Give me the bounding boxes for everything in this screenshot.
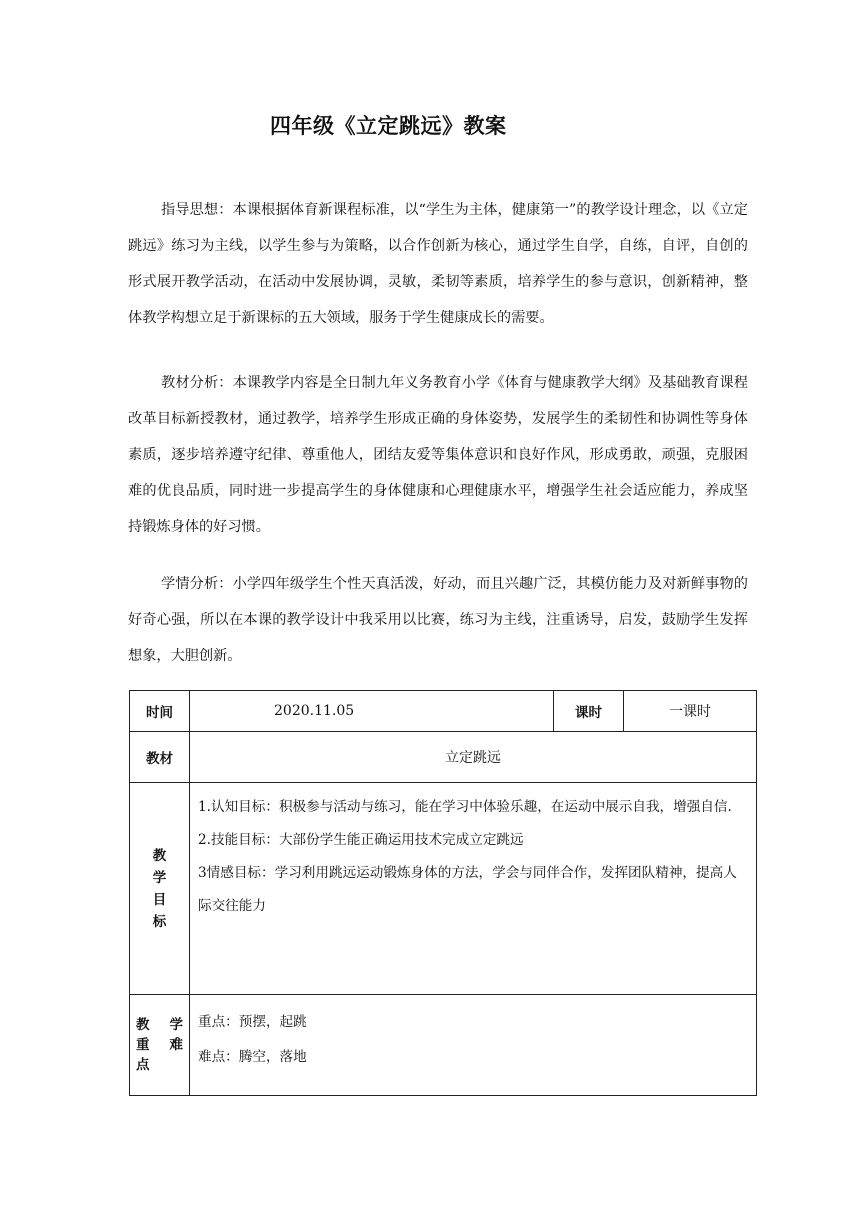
guiding-ideology-paragraph: 指导思想：本课根据体育新课程标准，以“学生为主体，健康第一”的教学设计理念，以《立定跳远》练习为主线，以学生参与为策略，以合作创新为核心，通过学生自学，自练，自评，自创的形式展开教学活动，在活动中发展协调，灵敏，柔韧等素质，培养学生的参与意识，创新精神，整体教学构想立足于新课标的五大领域，服务于学生健康成长的需要。: [128, 202, 748, 326]
lesson-plan-table: [129, 690, 757, 1096]
goals-label-char: 标: [152, 913, 167, 930]
cognitive-goal: 1.认知目标：积极参与活动与练习，能在学习中体验乐趣，在运动中展示自我，增强自信.: [198, 799, 732, 815]
material-value: 立定跳远: [190, 732, 757, 783]
period-value: 一课时: [624, 691, 757, 732]
material-row: [130, 732, 757, 783]
teaching-goals-row: [130, 783, 757, 995]
key-points-content: [190, 995, 757, 1096]
key-label-char: 教: [136, 1017, 150, 1033]
period-label: 课时: [554, 691, 624, 732]
key-label-line: [136, 1055, 183, 1075]
key-label-line: [136, 1015, 183, 1035]
time-row: [130, 691, 757, 732]
material-analysis-paragraph: 教材分析：本课教学内容是全日制九年义务教育小学《体育与健康教学大纲》及基础教育课程改革目标新授教材，通过教学，培养学生形成正确的身体姿势，发展学生的柔韧性和协调性等身体素质，逐步培养遵守纪律、尊重他人，团结友爱等集体意识和良好作风，形成勇敢，顽强，克服困难的优良品质，同时进一步提高学生的身体健康和心理健康水平，增强学生社会适应能力，养成坚持锻炼身体的好习惯。: [128, 375, 748, 535]
key-label-char: 学: [169, 1017, 183, 1033]
teaching-goals-label: [130, 783, 190, 995]
teaching-goals-content: [190, 783, 757, 995]
key-label-char: 重: [136, 1037, 150, 1053]
skill-goal: 2.技能目标：大部份学生能正确运用技术完成立定跳远: [198, 832, 524, 848]
goals-label-char: 学: [152, 869, 167, 886]
goals-label-char: 教: [152, 847, 167, 864]
time-label: 时间: [130, 691, 190, 732]
key-label-line: [136, 1035, 183, 1055]
emotional-goal: 3情感目标：学习利用跳远运动锻炼身体的方法，学会与同伴合作，发挥团队精神，提高人际交往能力: [198, 865, 737, 914]
student-analysis-paragraph: 学情分析：小学四年级学生个性天真活泼，好动，而且兴趣广泛，其模仿能力及对新鲜事物的好奇心强，所以在本课的教学设计中我采用以比赛，练习为主线，注重诱导，启发，鼓励学生发挥想象，大胆创新。: [128, 576, 748, 664]
key-point: 重点：预摆，起跳: [198, 1014, 307, 1030]
key-label-char: 难: [169, 1037, 183, 1053]
material-label: 教材: [130, 732, 190, 783]
key-difficult-points-row: [130, 995, 757, 1096]
time-value: 2020.11.05: [190, 691, 554, 732]
key-points-label: [130, 995, 190, 1096]
difficult-point: 难点：腾空，落地: [198, 1049, 307, 1065]
key-label-char: 点: [136, 1057, 150, 1073]
document-title: 四年级《立定跳远》教案: [270, 114, 507, 138]
goals-label-char: 目: [152, 891, 167, 908]
